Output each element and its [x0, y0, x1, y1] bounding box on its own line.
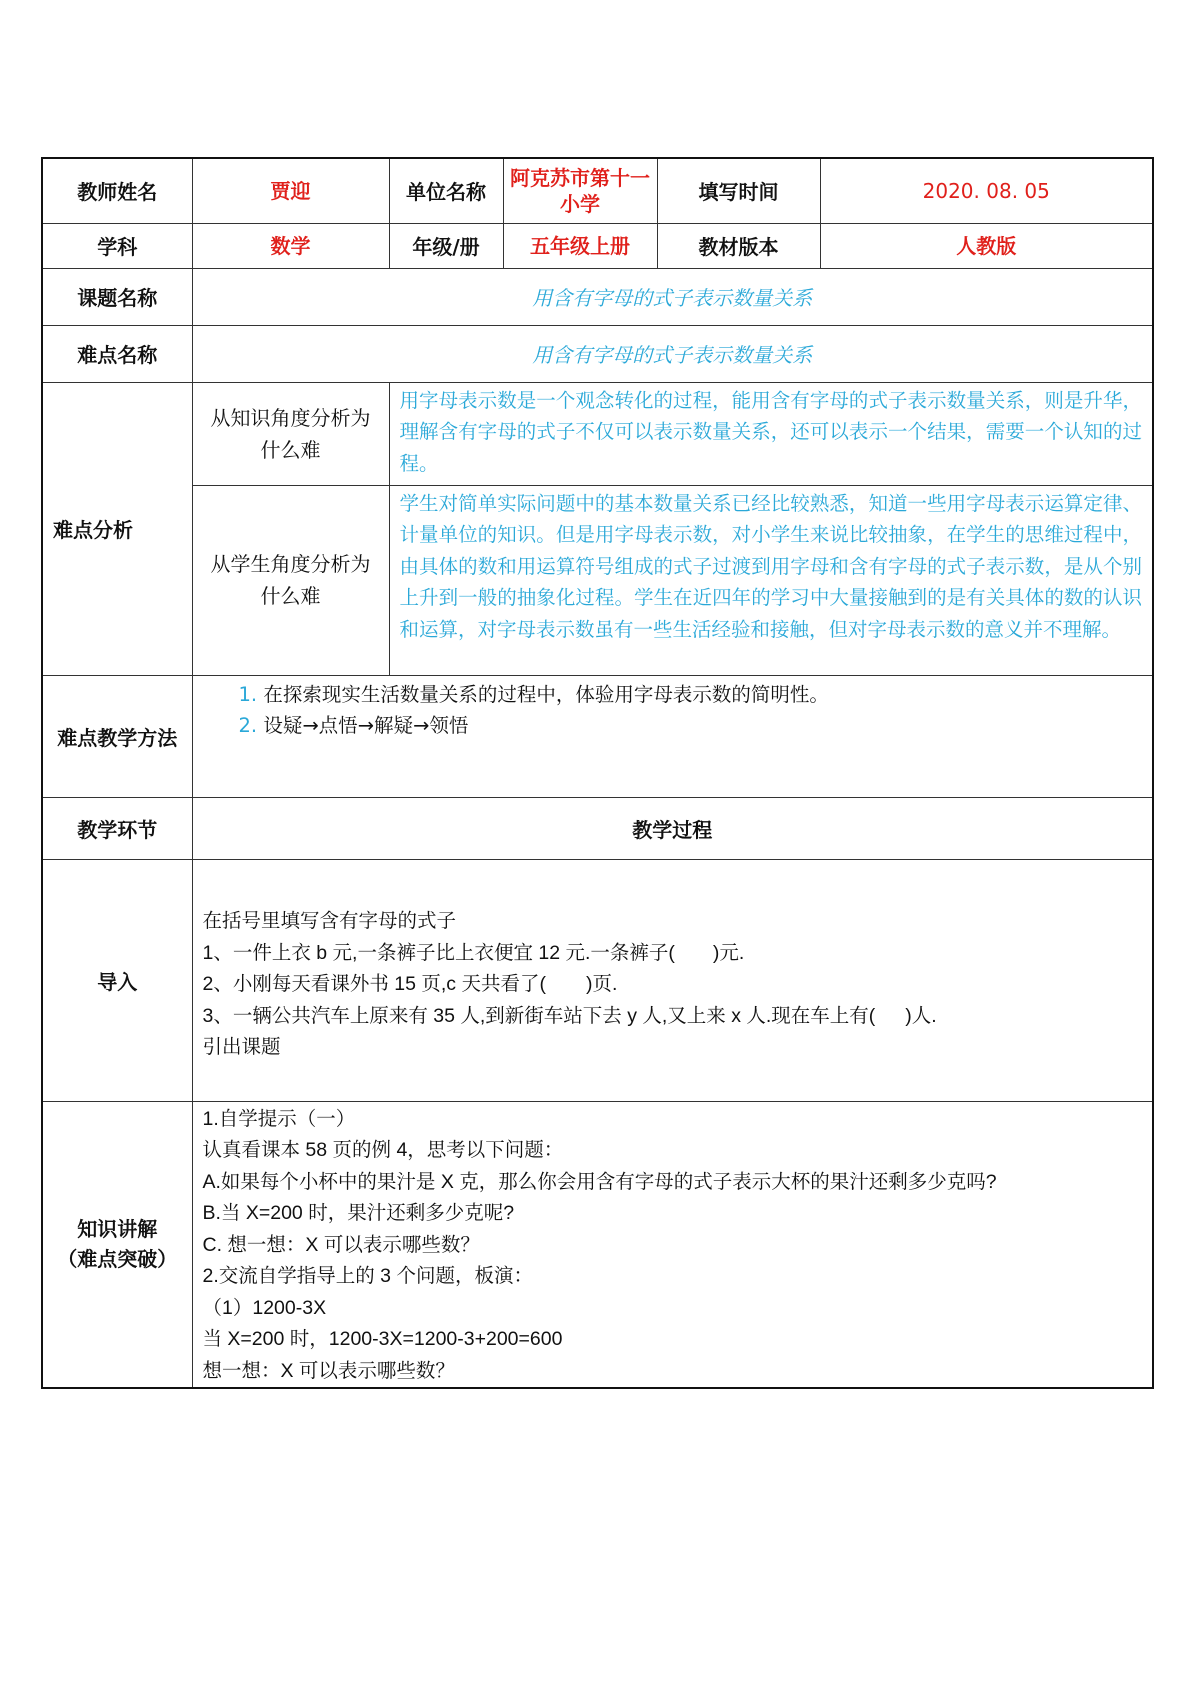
grade-label: 年级/册: [389, 223, 503, 268]
intro-line: 3、一辆公共汽车上原来有 35 人,到新街车站下去 y 人,又上来 x 人.现在车上有( )人.: [202, 1004, 937, 1027]
topic-value: 用含有字母的式子表示数量关系: [192, 268, 1153, 325]
unit-value: 阿克苏市第十一小学: [503, 158, 657, 223]
explain-label: 知识讲解 （难点突破）: [42, 1101, 192, 1388]
intro-label: 导入: [42, 859, 192, 1101]
difficulty-value: 用含有字母的式子表示数量关系: [192, 325, 1153, 382]
knowledge-text: 用字母表示数是一个观念转化的过程，能用含有字母的式子表示数量关系，则是升华，理解含有字母的式子不仅可以表示数量关系，还可以表示一个结果，需要一个认知的过程。: [389, 382, 1153, 485]
intro-line: 2、小刚每天看课外书 15 页,c 天共看了( )页.: [202, 973, 618, 996]
intro-line: 引出课题: [202, 1036, 281, 1059]
process-value: 教学过程: [192, 797, 1153, 859]
student-label: 从学生角度分析为什么难: [192, 485, 389, 675]
student-analysis-row: [42, 485, 1153, 675]
knowledge-analysis-row: [42, 382, 1153, 485]
intro-row: [42, 859, 1153, 1101]
header-row-1: [42, 158, 1153, 223]
date-label: 填写时间: [657, 158, 820, 223]
teacher-value: 贾迎: [192, 158, 389, 223]
explain-line: 认真看课本 58 页的例 4，思考以下问题：: [202, 1139, 564, 1161]
method-item: 1. 在探索现实生活数量关系的过程中，体验用字母表示数的简明性。: [238, 682, 829, 706]
header-row-2: [42, 223, 1153, 268]
student-text: 学生对简单实际问题中的基本数量关系已经比较熟悉，知道一些用字母表示运算定律、计量单位的知识。但是用字母表示数，对小学生来说比较抽象，在学生的思维过程中，由具体的数和用运算符号组成的式子过渡到用字母和含有字母的式子表示数，是从个别上升到一般的抽象化过程。学生在近四年的学习中大量接触到的是有关具体的数的认识和运算，对字母表示数虽有一些生活经验和接触，但对字母表示数的意义并不理解。: [389, 485, 1153, 675]
explain-line: B.当 X=200 时，果汁还剩多少克呢?: [202, 1202, 515, 1224]
lesson-plan-table: [41, 157, 1154, 1389]
date-value: 2020. 08. 05: [820, 158, 1153, 223]
intro-line: 在括号里填写含有字母的式子: [202, 910, 457, 933]
intro-content: [192, 859, 1153, 1101]
explain-line: 2.交流自学指导上的 3 个问题，板演：: [202, 1265, 533, 1287]
teacher-label: 教师姓名: [42, 158, 192, 223]
process-label: 教学环节: [42, 797, 192, 859]
difficulty-label: 难点名称: [42, 325, 192, 382]
method-item: 2. 设疑→点悟→解疑→领悟: [238, 713, 469, 737]
subject-label: 学科: [42, 223, 192, 268]
explain-line: C. 想一想：X 可以表示哪些数？: [202, 1233, 480, 1256]
method-list: [192, 675, 1153, 797]
explain-line: 当 X=200 时，1200-3X=1200-3+200=600: [202, 1328, 563, 1350]
explain-line: （1）1200-3X: [202, 1296, 327, 1319]
explain-row: [42, 1101, 1153, 1388]
subject-value: 数学: [192, 223, 389, 268]
explain-line: 想一想：X 可以表示哪些数？: [202, 1359, 455, 1382]
edition-label: 教材版本: [657, 223, 820, 268]
method-row: [42, 675, 1153, 797]
explain-line: A.如果每个小杯中的果汁是 X 克，那么你会用含有字母的式子表示大杯的果汁还剩多少克吗?: [202, 1170, 997, 1193]
method-label: 难点教学方法: [42, 675, 192, 797]
process-header-row: [42, 797, 1153, 859]
knowledge-label: 从知识角度分析为什么难: [192, 382, 389, 485]
unit-label: 单位名称: [389, 158, 503, 223]
edition-value: 人教版: [820, 223, 1153, 268]
analysis-label: 难点分析: [42, 382, 192, 675]
grade-value: 五年级上册: [503, 223, 657, 268]
difficulty-row: [42, 325, 1153, 382]
intro-line: 1、一件上衣 b 元,一条裤子比上衣便宜 12 元.一条裤子( )元.: [202, 941, 745, 964]
topic-label: 课题名称: [42, 268, 192, 325]
explain-content: [192, 1101, 1153, 1388]
explain-line: 1.自学提示（一）: [202, 1107, 356, 1130]
topic-row: [42, 268, 1153, 325]
